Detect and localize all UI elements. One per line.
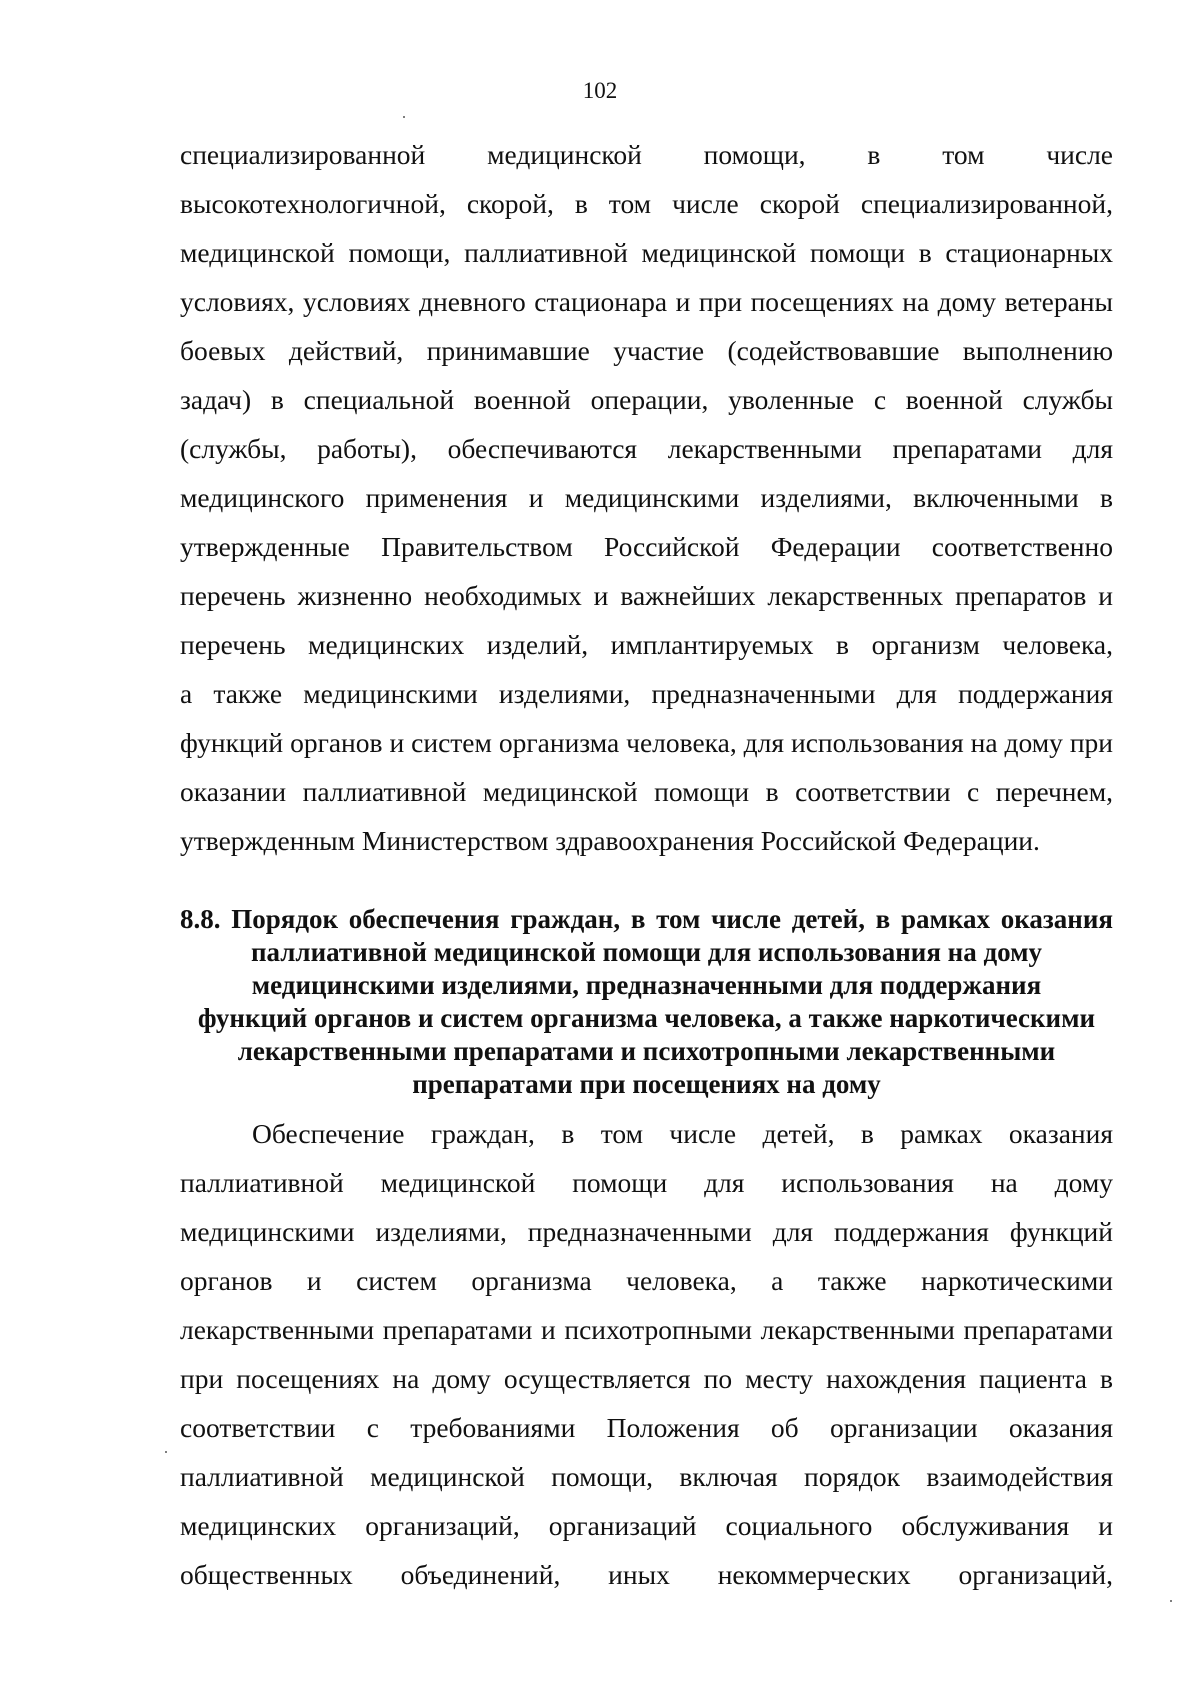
paragraph-line: условиях, условиях дневного стационара и при посещениях на дому ветераны — [180, 286, 1113, 317]
heading-line: медицинскими изделиями, предназначенными для поддержания — [251, 970, 1042, 1000]
paragraph-section-body — [180, 1109, 1113, 1599]
paragraph-line: медицинскими изделиями, предназначенными для поддержания функций — [180, 1216, 1113, 1247]
paragraph-line: медицинского применения и медицинскими изделиями, включенными в — [180, 482, 1113, 513]
page-number: 102 — [582, 78, 618, 103]
paragraph-line: функций органов и систем организма человека, для использования на дому при — [180, 727, 1113, 758]
heading-line: функций органов и систем организма человека, а также наркотическими — [197, 1003, 1096, 1033]
paragraph-line: а также медицинскими изделиями, предназначенными для поддержания — [180, 678, 1113, 709]
paragraph-line: медицинской помощи, паллиативной медицинской помощи в стационарных — [180, 237, 1113, 268]
heading-line: лекарственными препаратами и психотропными лекарственными — [237, 1036, 1056, 1066]
paragraph-line: паллиативной медицинской помощи, включая порядок взаимодействия — [180, 1461, 1113, 1492]
paragraph-line: соответствии с требованиями Положения об организации оказания — [180, 1412, 1113, 1443]
heading-line: паллиативной медицинской помощи для использования на дому — [250, 937, 1043, 967]
paragraph-line: перечень жизненно необходимых и важнейших лекарственных препаратов и — [180, 580, 1113, 611]
paragraph-line: при посещениях на дому осуществляется по месту нахождения пациента в — [180, 1363, 1113, 1394]
paragraph-line: перечень медицинских изделий, имплантируемых в организм человека, — [180, 629, 1113, 660]
paragraph-line: Обеспечение граждан, в том числе детей, в рамках оказания — [252, 1118, 1113, 1149]
paragraph-line: общественных объединений, иных некоммерческих организаций, — [180, 1559, 1113, 1590]
heading-line: 8.8. Порядок обеспечения граждан, в том числе детей, в рамках оказания — [180, 904, 1113, 934]
scan-speck — [165, 1451, 167, 1453]
scan-speck — [403, 116, 405, 118]
paragraph-line: утвержденным Министерством здравоохранения Российской Федерации. — [180, 825, 1040, 856]
section-heading — [180, 903, 1113, 1101]
page-content — [180, 130, 1113, 1599]
paragraph-line: боевых действий, принимавшие участие (содействовавшие выполнению — [180, 335, 1113, 366]
paragraph-line: паллиативной медицинской помощи для использования на дому — [180, 1167, 1113, 1198]
paragraph-line: медицинских организаций, организаций социального обслуживания и — [180, 1510, 1113, 1541]
paragraph-line: оказании паллиативной медицинской помощи в соответствии с перечнем, — [180, 776, 1113, 807]
paragraph-line: органов и систем организма человека, а также наркотическими — [180, 1265, 1113, 1296]
paragraph-line: (службы, работы), обеспечиваются лекарственными препаратами для — [180, 433, 1113, 464]
paragraph-line: задач) в специальной военной операции, уволенные с военной службы — [180, 384, 1113, 415]
heading-line: препаратами при посещениях на дому — [412, 1069, 881, 1099]
paragraph-continued — [180, 130, 1113, 865]
paragraph-line: утвержденные Правительством Российской Федерации соответственно — [180, 531, 1113, 562]
paragraph-line: лекарственными препаратами и психотропными лекарственными препаратами — [180, 1314, 1113, 1345]
paragraph-line: специализированной медицинской помощи, в том числе — [180, 139, 1113, 170]
paragraph-line: высокотехнологичной, скорой, в том числе скорой специализированной, — [180, 188, 1113, 219]
scan-speck — [1170, 1600, 1172, 1602]
